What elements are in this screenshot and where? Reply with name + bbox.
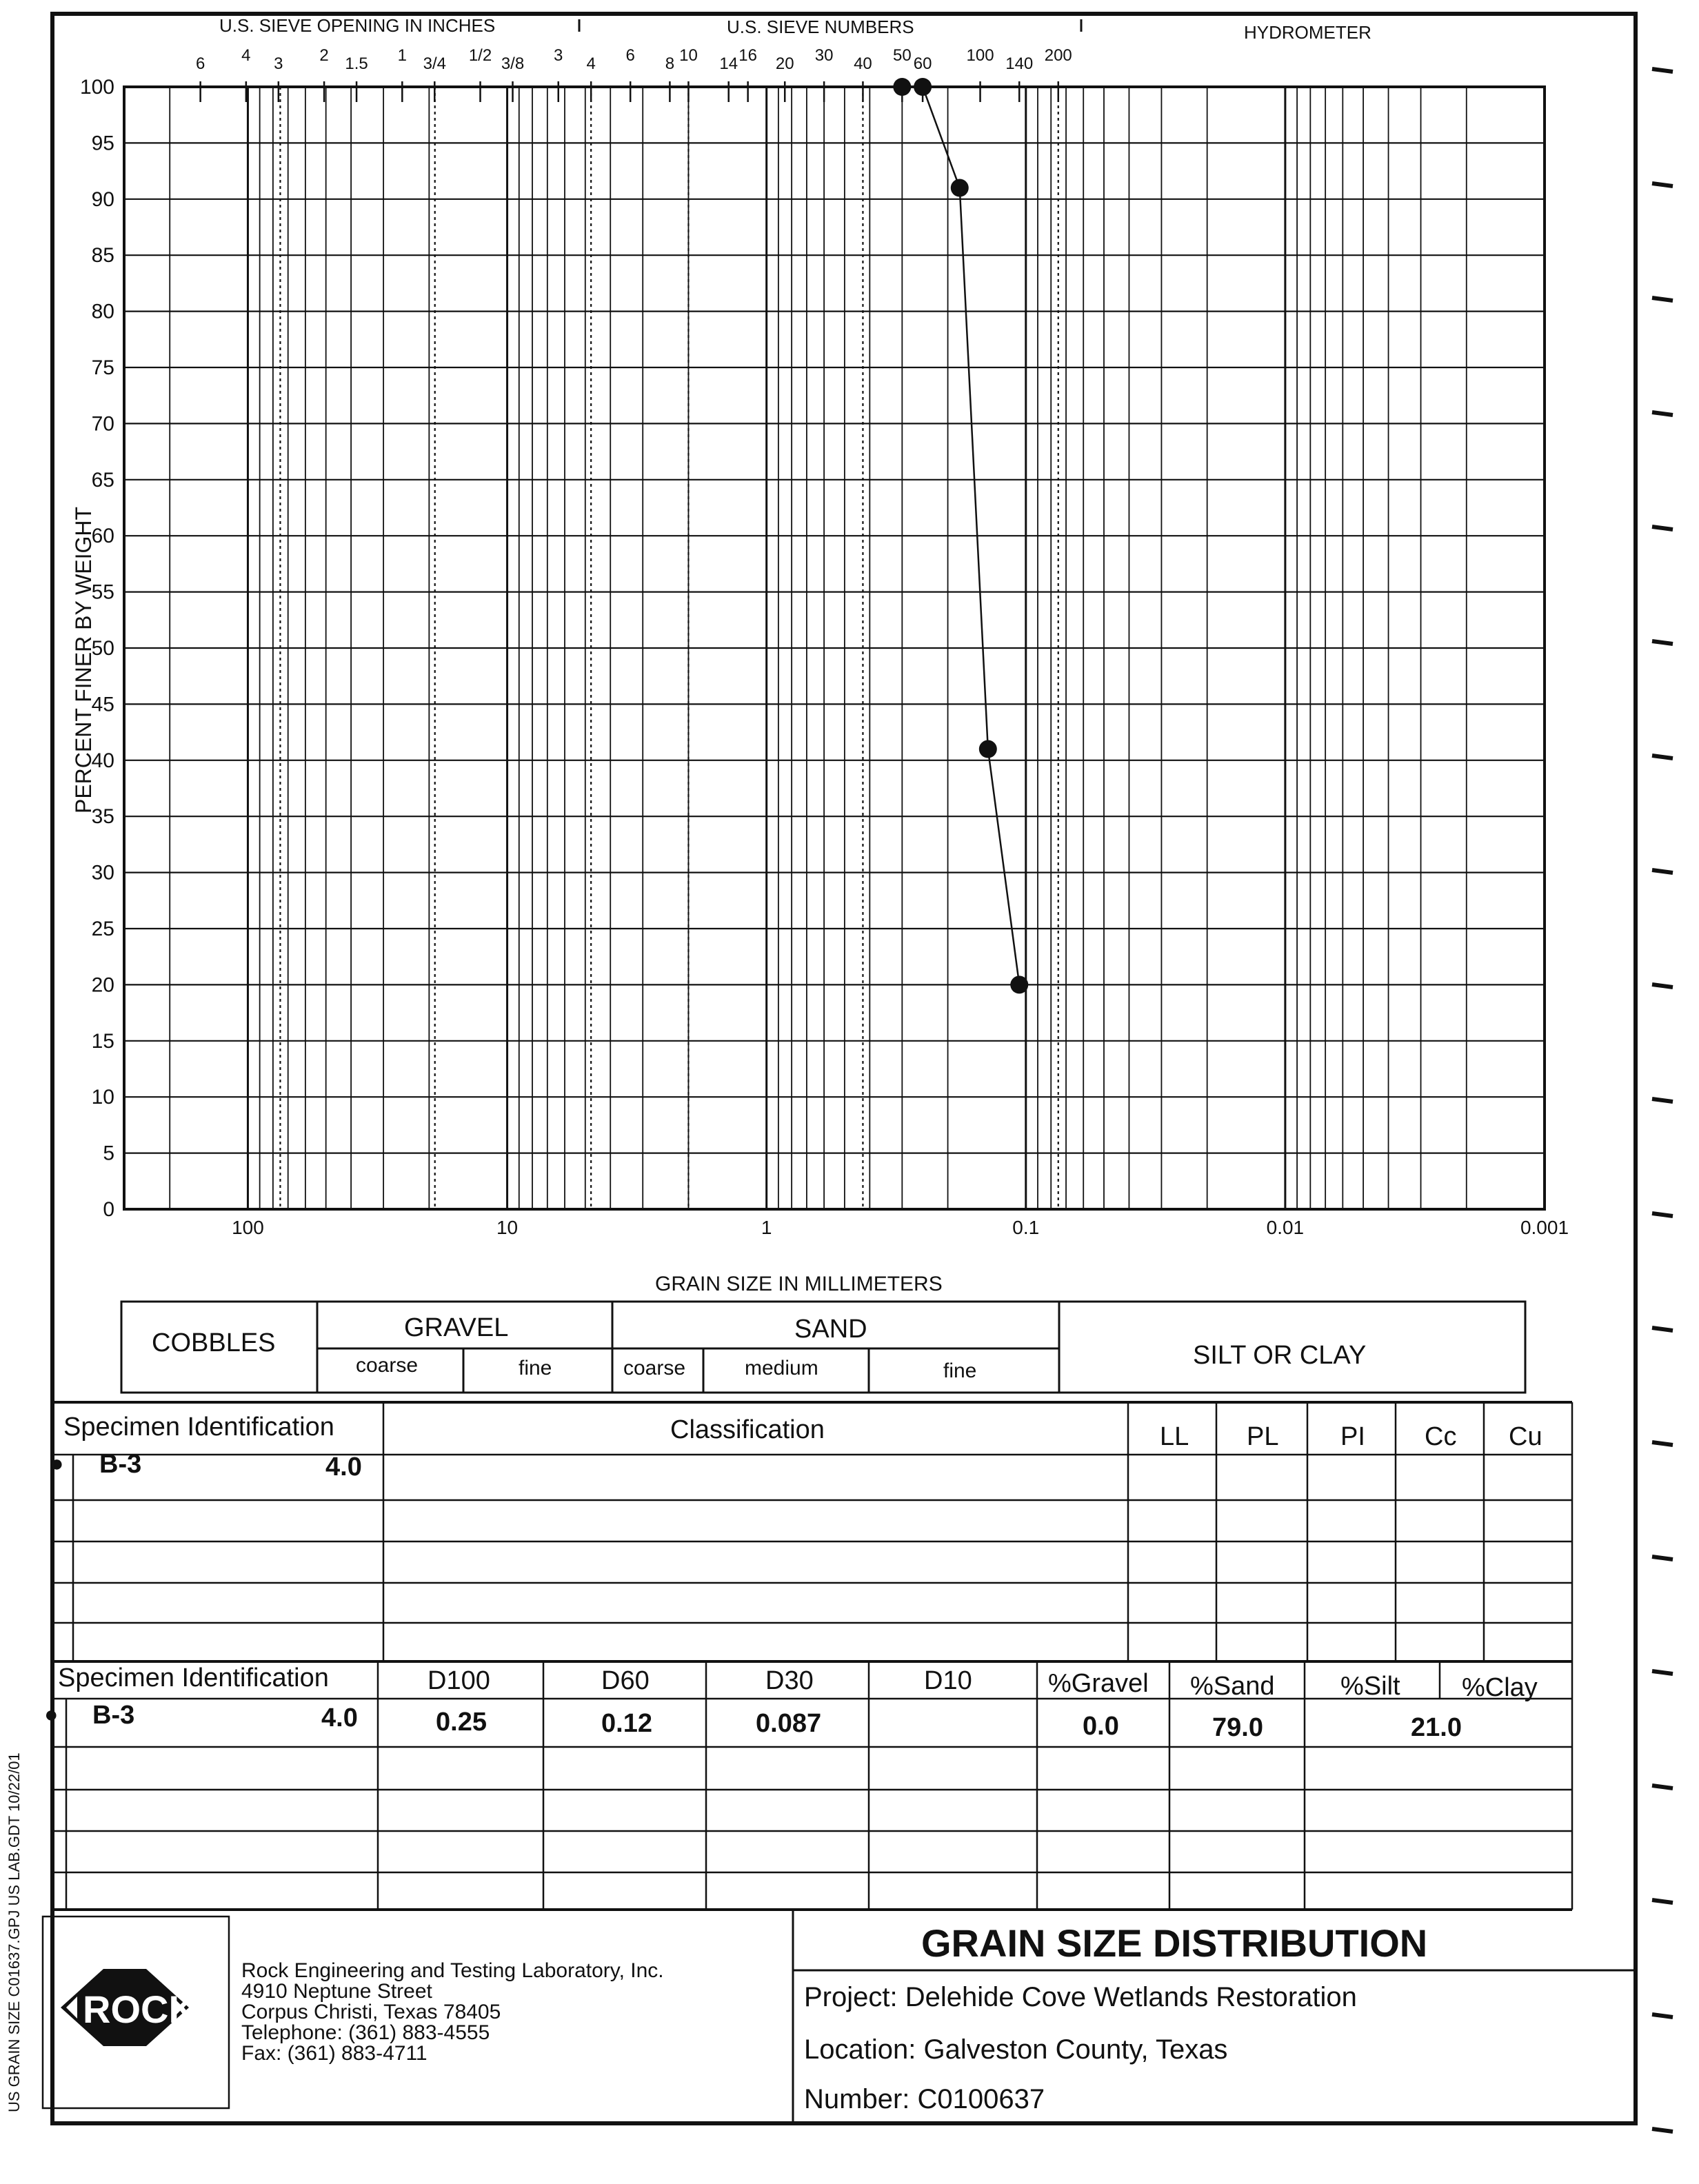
sand-medium-label: medium: [745, 1357, 818, 1379]
y-tick-label: 100: [79, 76, 114, 99]
edge-mark: [1652, 183, 1673, 186]
x-tick-label: 1: [761, 1217, 772, 1238]
y-tick-label: 95: [91, 132, 114, 155]
y-tick-label: 85: [91, 244, 114, 267]
project-line: Project: Delehide Cove Wetlands Restoration: [804, 1982, 1357, 2012]
t2-header-d60: D60: [601, 1666, 650, 1695]
edge-mark: [1652, 2129, 1673, 2132]
t2-header-gravel: %Gravel: [1048, 1669, 1149, 1698]
sieve-label: 4: [586, 54, 596, 73]
t1-header-classification: Classification: [670, 1415, 825, 1444]
number-line: Number: C0100637: [804, 2084, 1045, 2114]
t2-row-silt-clay: 21.0: [1411, 1713, 1462, 1742]
sieve-label: 200: [1044, 46, 1072, 65]
t1-row-symbol: ●: [50, 1450, 64, 1477]
edge-mark: [1652, 1786, 1673, 1788]
edge-mark: [1652, 984, 1673, 987]
t1-header-cc: Cc: [1425, 1422, 1457, 1451]
edge-mark: [1652, 412, 1673, 415]
side-stamp: US GRAIN SIZE C01637.GPJ US LAB.GDT 10/22/01: [6, 1752, 23, 2112]
edge-mark: [1652, 298, 1673, 301]
sieve-label: 6: [625, 46, 635, 65]
edge-mark: [1652, 1328, 1673, 1331]
edge-mark: [1652, 69, 1673, 72]
y-tick-label: 10: [91, 1086, 114, 1109]
t2-row-specimen: B-3: [92, 1701, 135, 1730]
y-tick-label: 75: [91, 356, 114, 379]
t2-header-silt: %Silt: [1340, 1672, 1400, 1701]
t2-header-specimen: Specimen Identification: [58, 1664, 329, 1692]
t2-header-d30: D30: [765, 1666, 814, 1695]
sieve-label: 6: [195, 54, 205, 73]
edge-mark: [1652, 870, 1673, 873]
edge-mark: [1652, 641, 1673, 644]
sieve-label: 60: [913, 54, 932, 73]
edge-mark: [1652, 527, 1673, 529]
x-tick-label: 0.001: [1520, 1217, 1569, 1238]
report-title: GRAIN SIZE DISTRIBUTION: [921, 1921, 1428, 1965]
sand-fine-label: fine: [943, 1359, 977, 1382]
sieve-label: 1: [397, 46, 407, 65]
t1-row-specimen: B-3: [99, 1450, 142, 1479]
sieve-numbers-label: U.S. SIEVE NUMBERS: [727, 17, 914, 37]
y-tick-label: 20: [91, 973, 114, 997]
edge-mark: [1652, 1099, 1673, 1102]
y-tick-label: 5: [103, 1142, 114, 1165]
y-tick-label: 40: [91, 749, 114, 772]
sieve-label: 50: [892, 46, 912, 65]
x-tick-label: 0.01: [1266, 1217, 1305, 1238]
t2-row-symbol: ●: [44, 1701, 59, 1728]
t2-row-d30: 0.087: [756, 1709, 822, 1738]
sieve-labels: [196, 46, 1072, 102]
y-tick-label: 30: [91, 861, 114, 884]
x-tick-labels: [232, 1217, 1569, 1238]
y-tick-label: 70: [91, 412, 114, 436]
sieve-label: 16: [738, 46, 757, 65]
t1-header-cu: Cu: [1509, 1422, 1542, 1451]
sieve-label: 100: [966, 46, 994, 65]
data-point: [951, 179, 969, 197]
sieve-label: 140: [1005, 54, 1034, 73]
x-tick-label: 10: [496, 1217, 519, 1238]
sand-coarse-label: coarse: [623, 1357, 686, 1379]
cobbles-label: COBBLES: [152, 1328, 276, 1357]
sieve-label: 1.5: [345, 54, 368, 73]
sieve-opening-label: U.S. SIEVE OPENING IN INCHES: [219, 15, 496, 36]
sieve-label: 3: [554, 46, 563, 65]
t2-header-d10: D10: [924, 1666, 972, 1695]
company-telephone: Telephone: (361) 883-4555: [241, 2021, 490, 2044]
sieve-label: 10: [679, 46, 698, 65]
sieve-label: 30: [814, 46, 834, 65]
sieve-label: 14: [719, 54, 738, 73]
y-tick-label: 25: [91, 918, 114, 940]
edge-mark: [1652, 1213, 1673, 1216]
t2-row-d60: 0.12: [601, 1709, 652, 1738]
y-tick-label: 80: [91, 300, 114, 323]
sieve-label: 1/2: [468, 46, 492, 65]
edge-mark: [1652, 1442, 1673, 1445]
logo-text: ROCK: [83, 1988, 197, 2031]
edge-mark: [1652, 1900, 1673, 1903]
sand-label: SAND: [794, 1315, 867, 1344]
t2-row-d100: 0.25: [436, 1708, 487, 1737]
y-tick-label: 45: [91, 693, 114, 716]
data-point: [979, 740, 997, 758]
t2-row-gravel: 0.0: [1083, 1712, 1119, 1741]
hydrometer-label: HYDROMETER: [1244, 22, 1371, 43]
y-tick-label: 60: [91, 525, 114, 548]
x-tick-label: 100: [232, 1217, 264, 1238]
y-tick-label: 50: [91, 637, 114, 660]
y-tick-label: 90: [91, 188, 114, 211]
t1-header-pl: PL: [1247, 1422, 1279, 1451]
gravel-coarse-label: coarse: [356, 1354, 419, 1377]
company-city: Corpus Christi, Texas 78405: [241, 2001, 501, 2023]
company-street: 4910 Neptune Street: [241, 1980, 432, 2003]
sieve-label: 8: [665, 54, 675, 73]
chart-grid: [124, 87, 1545, 1209]
edge-mark: [1652, 756, 1673, 758]
sieve-label: 3: [274, 54, 283, 73]
t1-header-pi: PI: [1340, 1422, 1365, 1451]
edge-mark: [1652, 1557, 1673, 1559]
y-tick-label: 55: [91, 580, 114, 604]
edge-mark: [1652, 1671, 1673, 1674]
sieve-label: 4: [241, 46, 251, 65]
y-axis-label: PERCENT FINER BY WEIGHT: [71, 506, 96, 813]
location-line: Location: Galveston County, Texas: [804, 2034, 1228, 2065]
edge-marks: [1652, 69, 1673, 2132]
y-tick-label: 15: [91, 1029, 114, 1053]
sieve-label: 20: [775, 54, 794, 73]
t2-header-clay: %Clay: [1462, 1673, 1538, 1702]
company-fax: Fax: (361) 883-4711: [241, 2042, 428, 2065]
gravel-label: GRAVEL: [404, 1313, 509, 1342]
x-tick-label: 0.1: [1012, 1217, 1040, 1238]
sieve-label: 3/4: [423, 54, 446, 73]
t2-row-depth: 4.0: [321, 1703, 358, 1732]
sieve-label: 40: [854, 54, 872, 73]
t2-header-d100: D100: [428, 1666, 490, 1695]
sieve-label: 2: [319, 46, 329, 65]
t1-header-ll: LL: [1160, 1422, 1189, 1451]
data-point: [1010, 975, 1028, 993]
y-tick-label: 35: [91, 805, 114, 829]
company-name: Rock Engineering and Testing Laboratory, Inc.: [241, 1959, 664, 1982]
rock-logo: [61, 1969, 197, 2046]
silt-clay-label: SILT OR CLAY: [1193, 1341, 1367, 1370]
t1-row-depth: 4.0: [325, 1453, 362, 1482]
t1-header-specimen: Specimen Identification: [63, 1413, 334, 1442]
t2-row-sand: 79.0: [1212, 1713, 1263, 1742]
y-tick-label: 0: [103, 1198, 114, 1221]
y-tick-label: 65: [91, 468, 114, 492]
sieve-label: 3/8: [501, 54, 525, 73]
edge-mark: [1652, 2014, 1673, 2017]
t2-header-sand: %Sand: [1190, 1672, 1275, 1701]
grain-size-chart: [80, 46, 1569, 1238]
gravel-fine-label: fine: [519, 1357, 552, 1379]
x-axis-label: GRAIN SIZE IN MILLIMETERS: [655, 1273, 943, 1295]
